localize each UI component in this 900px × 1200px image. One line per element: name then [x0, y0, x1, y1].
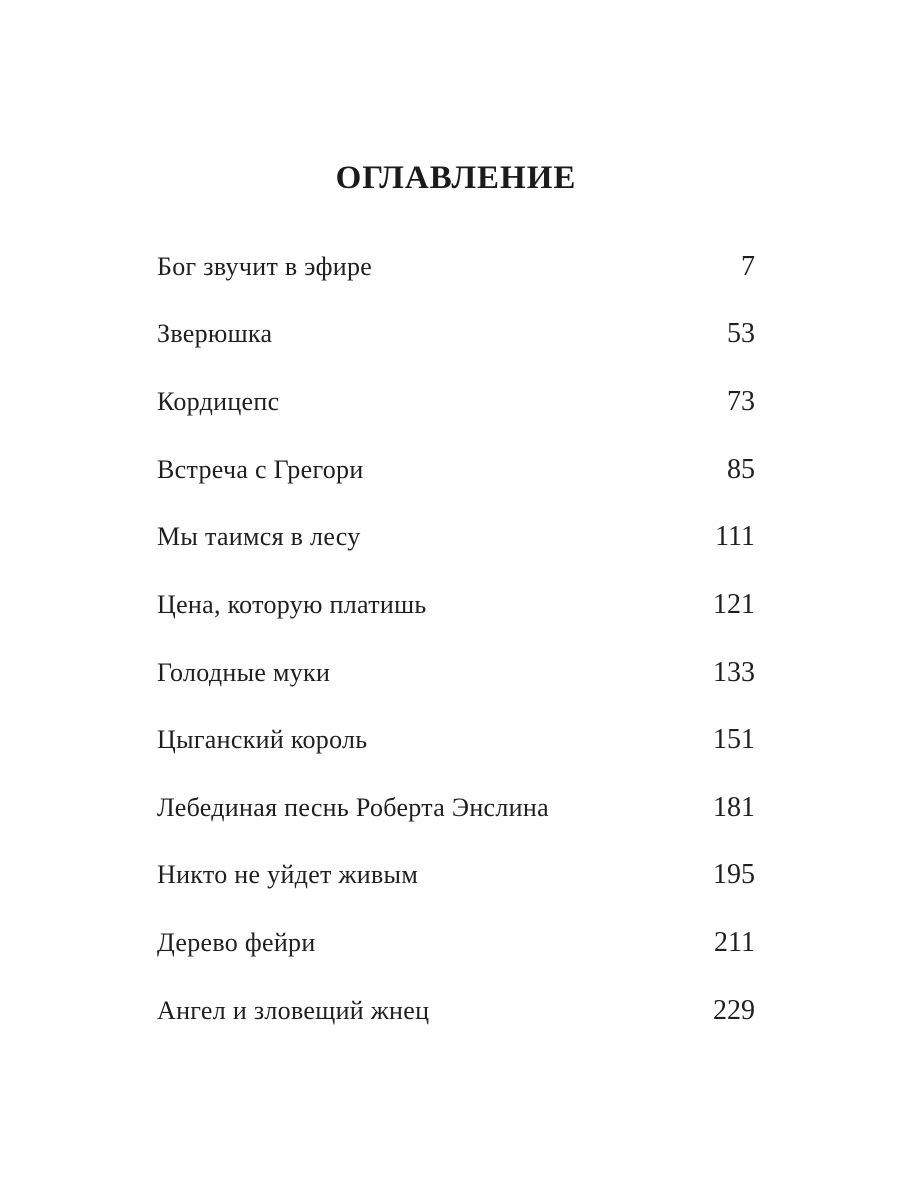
toc-entry-title: Дерево фейри — [157, 928, 316, 958]
toc-entry-page: 195 — [713, 859, 755, 891]
toc-entry-title: Ангел и зловещий жнец — [157, 995, 430, 1025]
toc-entry-page: 53 — [727, 318, 755, 350]
toc-entry-page: 85 — [727, 453, 755, 485]
toc-entry — [157, 909, 755, 977]
toc-entry-page: 133 — [713, 656, 755, 688]
toc-entry-title: Никто не уйдет живым — [157, 860, 419, 890]
toc-entry — [157, 639, 755, 707]
toc-entry-page: 73 — [727, 386, 755, 418]
toc-entry — [157, 233, 755, 301]
toc-entry — [157, 774, 755, 842]
toc-entry — [157, 368, 755, 436]
toc-entry-page: 111 — [715, 521, 755, 553]
toc-entry-page: 211 — [714, 927, 755, 959]
toc-entry-title: Цена, которую платишь — [157, 589, 427, 619]
toc-entry — [157, 301, 755, 369]
toc-entry-title: Зверюшка — [157, 319, 273, 349]
toc-entry — [157, 706, 755, 774]
toc-entry-title: Голодные муки — [157, 657, 331, 687]
toc-entry-page: 7 — [741, 250, 755, 282]
toc-entry — [157, 436, 755, 504]
toc-entry-page: 181 — [713, 791, 755, 823]
toc-entry-title: Встреча с Грегори — [157, 454, 364, 484]
toc-entry — [157, 842, 755, 910]
page-title: ОГЛАВЛЕНИЕ — [335, 160, 577, 197]
toc-entry-page: 121 — [713, 588, 755, 620]
toc-entry-title: Лебединая песнь Роберта Энслина — [157, 792, 549, 822]
toc-entry-title: Цыганский король — [157, 725, 368, 755]
toc-entry-title: Кордицепс — [157, 387, 280, 417]
toc-entry-title: Бог звучит в эфире — [157, 251, 373, 281]
toc-entry-page: 229 — [713, 994, 755, 1026]
toc-entry-title: Мы таимся в лесу — [157, 522, 361, 552]
toc-entry — [157, 977, 755, 1045]
toc-entry — [157, 504, 755, 572]
toc-list — [157, 233, 755, 1045]
toc-entry-page: 151 — [713, 724, 755, 756]
toc-entry — [157, 571, 755, 639]
